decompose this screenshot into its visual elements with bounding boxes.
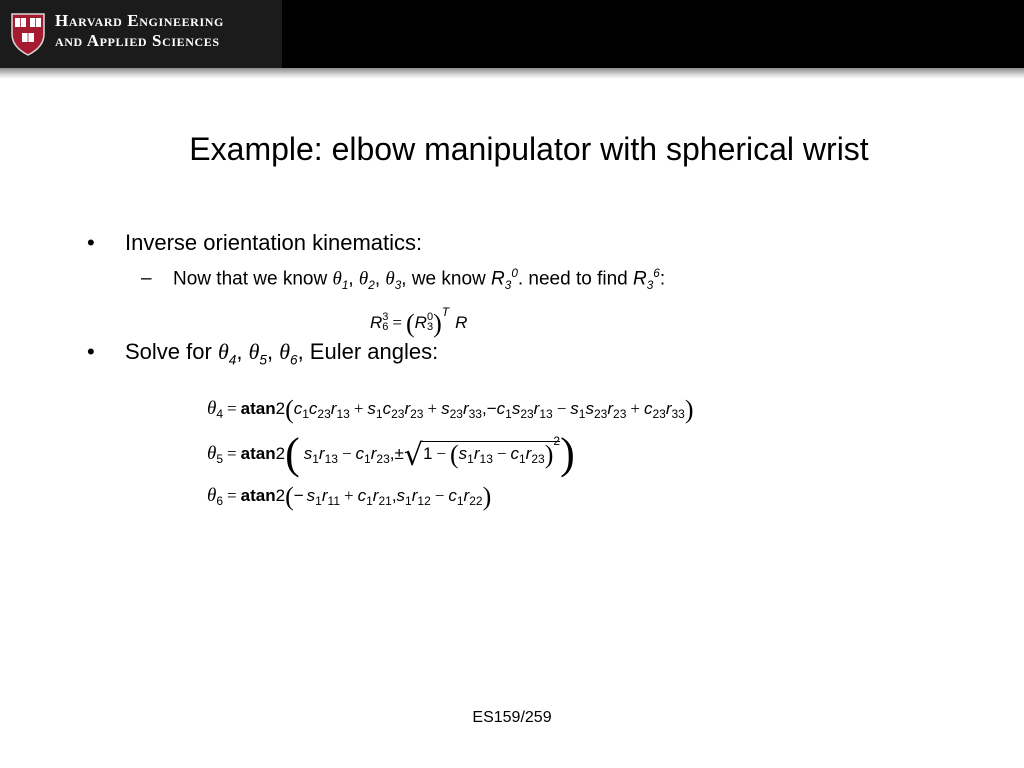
separator: ,: [374, 268, 386, 290]
slide-title: Example: elbow manipulator with spherical wrist: [189, 131, 869, 167]
eq1-theta-sub: 4: [216, 407, 224, 421]
eq0-lhs-sup: 3: [382, 311, 389, 323]
sub-prefix: Now that we know: [173, 268, 333, 290]
atan-fn-2: 2: [275, 399, 286, 418]
bullet-dot: •: [87, 230, 95, 255]
atan-fn-2: 2: [275, 444, 286, 463]
equals-sign: =: [227, 486, 237, 505]
theta-sub-5: 5: [259, 352, 267, 368]
eq0-R: R: [414, 313, 427, 332]
R-sup: 0: [511, 267, 518, 280]
brand-line-2: and Applied Sciences: [55, 31, 220, 50]
eq1-theta: θ: [207, 398, 217, 419]
slide-footer: ES159/259: [472, 709, 552, 726]
theta-symbol: θ: [248, 339, 260, 364]
R-sub: 3: [646, 279, 654, 293]
theta-symbol: θ: [217, 339, 229, 364]
bullet-1-text: Inverse orientation kinematics:: [125, 230, 423, 255]
sub-mid-text: , we know: [401, 268, 492, 290]
brand-line-1: Harvard Engineering: [55, 11, 224, 30]
colon: :: [659, 268, 666, 290]
eq2-theta: θ: [207, 443, 217, 464]
bullet-item-1: [87, 230, 422, 256]
theta-symbol: θ: [385, 268, 395, 290]
equals-sign: =: [392, 313, 402, 332]
atan-fn: atan: [240, 399, 276, 418]
eq0-R-sub: 3: [426, 321, 434, 333]
rotation-R: R: [491, 268, 505, 290]
harvard-shield-icon: [10, 12, 46, 56]
header-divider: [0, 68, 1024, 79]
separator: ,: [348, 268, 359, 290]
eq3-theta: θ: [207, 485, 217, 506]
sub-after-text: . need to find: [517, 268, 634, 290]
rotation-R: R: [633, 268, 647, 290]
sub-bullet-item: [141, 267, 665, 292]
equation-theta4: $\theta_4 = atan2(c_1c_{23}r_{13} + s_1c_{23}r_{23} + s_{23}r_{33},-c_1s_{23}r_{13} - s_1s_{23}r_{23} + c_{23}r_{33})$: [207, 395, 694, 424]
theta-sub-4: 4: [228, 352, 237, 368]
theta-symbol: θ: [279, 339, 290, 364]
theta-symbol: θ: [332, 268, 342, 290]
eq0-lhs-sub: 6: [382, 321, 389, 333]
transpose-T: T: [441, 305, 450, 319]
equation-theta6: $\theta_6 = atan2(- s_1r_{11} + c_1r_{21},s_1r_{12} - c_1r_{22})$: [207, 482, 492, 511]
bullet-2-suffix: , Euler angles:: [297, 339, 439, 364]
equals-sign: =: [227, 399, 237, 418]
logo: [0, 0, 282, 68]
atan-fn: atan: [240, 486, 276, 505]
brand-wordmark: [55, 11, 224, 51]
atan-fn: atan: [240, 444, 276, 463]
eq0-lhs: R: [370, 313, 383, 332]
theta-sub-2: 2: [368, 279, 375, 293]
bullet-dot: •: [87, 339, 95, 364]
equals-sign: =: [227, 444, 237, 463]
bullet-item-2: [87, 339, 438, 367]
eq3-theta-sub: 6: [216, 494, 224, 508]
eq0-R-sup: 0: [426, 311, 434, 323]
theta-sub-6: 6: [290, 352, 298, 368]
R-sup: 6: [653, 267, 660, 280]
R-sub: 3: [504, 279, 512, 293]
theta-sub-1: 1: [341, 279, 349, 293]
equation-theta5: $\theta_5 = atan2$( $s_1r_{13} - c_1r_{23},\pm√1 - (s_1r_{13} - c_1r_{23})^2$): [207, 429, 575, 478]
sub-bullet-dash: –: [141, 268, 152, 290]
bullet-2-prefix: Solve for: [125, 339, 218, 364]
atan-fn-2: 2: [275, 486, 286, 505]
theta-sub-3: 3: [394, 279, 402, 293]
separator: ,: [266, 339, 280, 364]
eq2-theta-sub: 5: [216, 452, 224, 466]
separator: ,: [236, 339, 249, 364]
eq0-rhs: R: [455, 313, 468, 332]
theta-symbol: θ: [358, 268, 369, 290]
equation-r63: R 3 6 = (R 0 3 )$^T$R: [370, 305, 468, 338]
